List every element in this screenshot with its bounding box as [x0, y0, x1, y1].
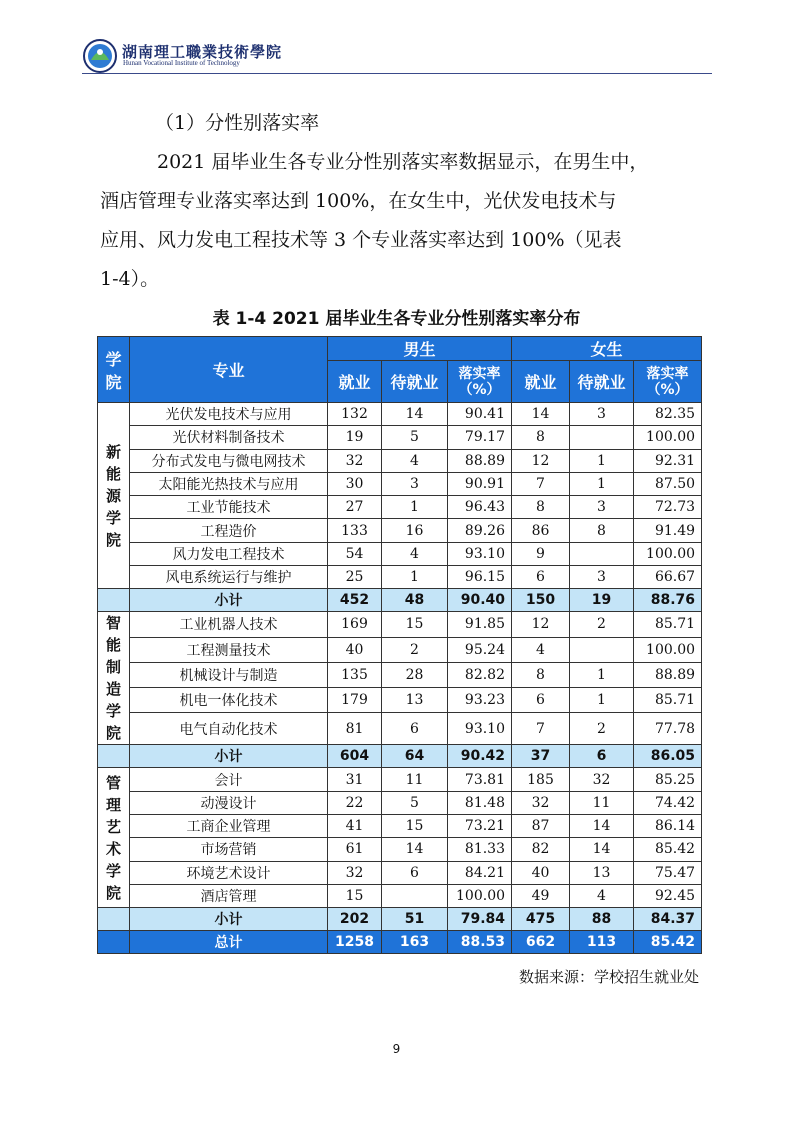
- male-employed-cell: 15: [328, 884, 382, 907]
- male-waiting-cell: 15: [382, 814, 448, 837]
- college-header: 学 院: [98, 337, 130, 403]
- major-cell: 环境艺术设计: [130, 861, 328, 884]
- male-employed-cell: 40: [328, 637, 382, 662]
- male-rate-cell: 100.00: [448, 884, 512, 907]
- major-cell: 小计: [130, 745, 328, 768]
- male-employed-cell: 81: [328, 712, 382, 744]
- female-rate-cell: 87.50: [634, 472, 702, 495]
- employment-rate-table: [97, 336, 702, 954]
- table-row: [98, 712, 702, 744]
- male-employed-header: 就业: [328, 361, 382, 403]
- male-waiting-cell: 11: [382, 768, 448, 791]
- male-employed-cell: 135: [328, 662, 382, 687]
- male-employed-cell: 22: [328, 791, 382, 814]
- female-waiting-cell: 3: [570, 403, 634, 426]
- male-waiting-header: 待就业: [382, 361, 448, 403]
- major-cell: 小计: [130, 589, 328, 612]
- table-row: [98, 403, 702, 426]
- female-header: 女生: [512, 337, 702, 361]
- female-waiting-cell: 6: [570, 745, 634, 768]
- female-waiting-cell: 2: [570, 712, 634, 744]
- female-employed-cell: 6: [512, 687, 570, 712]
- female-waiting-cell: 14: [570, 838, 634, 861]
- male-rate-cell: 96.43: [448, 496, 512, 519]
- female-rate-cell: 75.47: [634, 861, 702, 884]
- female-waiting-cell: 3: [570, 496, 634, 519]
- female-rate-cell: 85.42: [634, 838, 702, 861]
- table-row: [98, 637, 702, 662]
- female-waiting-cell: 8: [570, 519, 634, 542]
- table-row: [98, 612, 702, 637]
- female-employed-cell: 9: [512, 542, 570, 565]
- male-employed-cell: 169: [328, 612, 382, 637]
- male-waiting-cell: 16: [382, 519, 448, 542]
- male-employed-cell: 30: [328, 472, 382, 495]
- college-name-cell: 智 能 制 造 学 院: [98, 612, 130, 745]
- male-waiting-cell: 2: [382, 637, 448, 662]
- female-waiting-cell: 14: [570, 814, 634, 837]
- major-cell: 工商企业管理: [130, 814, 328, 837]
- table-row: [98, 426, 702, 449]
- page-header: [82, 38, 712, 78]
- table-row: [98, 768, 702, 791]
- female-employed-cell: 32: [512, 791, 570, 814]
- female-waiting-cell: 1: [570, 449, 634, 472]
- table-row: [98, 542, 702, 565]
- female-employed-cell: 8: [512, 496, 570, 519]
- section-heading: （1）分性别落实率: [155, 112, 320, 134]
- female-rate-cell: 100.00: [634, 542, 702, 565]
- male-rate-cell: 84.21: [448, 861, 512, 884]
- school-name: 湖南理工職業技術學院: [122, 43, 283, 61]
- female-employed-header: 就业: [512, 361, 570, 403]
- female-rate-cell: 74.42: [634, 791, 702, 814]
- table-row: [98, 838, 702, 861]
- subtotal-college-cell: [98, 908, 130, 931]
- table-row: [98, 449, 702, 472]
- female-employed-cell: 86: [512, 519, 570, 542]
- major-cell: 机械设计与制造: [130, 662, 328, 687]
- female-waiting-cell: 1: [570, 687, 634, 712]
- table-row: [98, 472, 702, 495]
- male-rate-cell: 73.81: [448, 768, 512, 791]
- paragraph-line: 1-4）。: [100, 268, 160, 290]
- male-rate-cell: 79.17: [448, 426, 512, 449]
- table-row: [98, 884, 702, 907]
- body-paragraph: [100, 143, 700, 299]
- female-rate-cell: 84.37: [634, 908, 702, 931]
- female-employed-cell: 7: [512, 472, 570, 495]
- total-college-cell: [98, 931, 130, 954]
- female-waiting-cell: 1: [570, 472, 634, 495]
- male-rate-header: 落实率 （%）: [448, 361, 512, 403]
- male-rate-cell: 93.10: [448, 542, 512, 565]
- female-rate-cell: 85.25: [634, 768, 702, 791]
- male-employed-cell: 179: [328, 687, 382, 712]
- college-name-cell: 新 能 源 学 院: [98, 403, 130, 589]
- major-cell: 机电一体化技术: [130, 687, 328, 712]
- male-employed-cell: 133: [328, 519, 382, 542]
- female-employed-cell: 662: [512, 931, 570, 954]
- female-waiting-cell: 3: [570, 566, 634, 589]
- table-caption: 表 1-4 2021 届毕业生各专业分性别落实率分布: [212, 309, 581, 329]
- major-cell: 电气自动化技术: [130, 712, 328, 744]
- male-rate-cell: 95.24: [448, 637, 512, 662]
- male-rate-cell: 91.85: [448, 612, 512, 637]
- major-cell: 动漫设计: [130, 791, 328, 814]
- female-rate-cell: 85.71: [634, 687, 702, 712]
- female-employed-cell: 185: [512, 768, 570, 791]
- female-rate-cell: 85.71: [634, 612, 702, 637]
- male-rate-cell: 88.53: [448, 931, 512, 954]
- male-waiting-cell: 48: [382, 589, 448, 612]
- female-waiting-cell: 4: [570, 884, 634, 907]
- subtotal-row: [98, 908, 702, 931]
- male-employed-cell: 31: [328, 768, 382, 791]
- male-waiting-cell: 6: [382, 861, 448, 884]
- female-waiting-cell: [570, 542, 634, 565]
- paragraph-line: 应用、风力发电工程技术等 3 个专业落实率达到 100%（见表: [100, 229, 622, 251]
- major-cell: 酒店管理: [130, 884, 328, 907]
- female-employed-cell: 8: [512, 662, 570, 687]
- female-rate-cell: 88.76: [634, 589, 702, 612]
- female-rate-cell: 100.00: [634, 426, 702, 449]
- female-employed-cell: 8: [512, 426, 570, 449]
- female-waiting-header: 待就业: [570, 361, 634, 403]
- male-rate-cell: 88.89: [448, 449, 512, 472]
- total-row: [98, 931, 702, 954]
- college-name-cell: 管 理 艺 术 学 院: [98, 768, 130, 908]
- major-cell: 工业节能技术: [130, 496, 328, 519]
- table-row: [98, 687, 702, 712]
- subtotal-college-cell: [98, 745, 130, 768]
- major-cell: 市场营销: [130, 838, 328, 861]
- male-waiting-cell: 14: [382, 838, 448, 861]
- female-rate-header: 落实率 （%）: [634, 361, 702, 403]
- paragraph-line: 2021 届毕业生各专业分性别落实率数据显示，在男生中，: [157, 151, 649, 173]
- data-source-note: 数据来源：学校招生就业处: [518, 968, 699, 986]
- female-waiting-cell: [570, 637, 634, 662]
- male-rate-cell: 89.26: [448, 519, 512, 542]
- major-cell: 工程造价: [130, 519, 328, 542]
- major-cell: 风电系统运行与维护: [130, 566, 328, 589]
- male-employed-cell: 604: [328, 745, 382, 768]
- female-waiting-cell: 32: [570, 768, 634, 791]
- female-employed-cell: 40: [512, 861, 570, 884]
- male-employed-cell: 132: [328, 403, 382, 426]
- male-employed-cell: 19: [328, 426, 382, 449]
- female-rate-cell: 77.78: [634, 712, 702, 744]
- male-waiting-cell: 64: [382, 745, 448, 768]
- male-rate-cell: 90.41: [448, 403, 512, 426]
- male-waiting-cell: 5: [382, 426, 448, 449]
- male-waiting-cell: 51: [382, 908, 448, 931]
- female-waiting-cell: 11: [570, 791, 634, 814]
- female-rate-cell: 85.42: [634, 931, 702, 954]
- female-employed-cell: 4: [512, 637, 570, 662]
- male-waiting-cell: 1: [382, 566, 448, 589]
- paragraph-line: 酒店管理专业落实率达到 100%，在女生中，光伏发电技术与: [100, 190, 617, 212]
- subtotal-college-cell: [98, 589, 130, 612]
- female-rate-cell: 88.89: [634, 662, 702, 687]
- female-rate-cell: 72.73: [634, 496, 702, 519]
- male-employed-cell: 27: [328, 496, 382, 519]
- male-rate-cell: 90.42: [448, 745, 512, 768]
- male-employed-cell: 1258: [328, 931, 382, 954]
- major-cell: 小计: [130, 908, 328, 931]
- female-employed-cell: 475: [512, 908, 570, 931]
- female-rate-cell: 92.31: [634, 449, 702, 472]
- female-employed-cell: 14: [512, 403, 570, 426]
- male-employed-cell: 25: [328, 566, 382, 589]
- male-rate-cell: 81.48: [448, 791, 512, 814]
- major-cell: 工程测量技术: [130, 637, 328, 662]
- female-employed-cell: 7: [512, 712, 570, 744]
- table-row: [98, 662, 702, 687]
- male-rate-cell: 82.82: [448, 662, 512, 687]
- female-waiting-cell: 88: [570, 908, 634, 931]
- male-rate-cell: 81.33: [448, 838, 512, 861]
- male-waiting-cell: 15: [382, 612, 448, 637]
- male-waiting-cell: 13: [382, 687, 448, 712]
- subtotal-row: [98, 745, 702, 768]
- female-rate-cell: 100.00: [634, 637, 702, 662]
- female-waiting-cell: 1: [570, 662, 634, 687]
- female-employed-cell: 82: [512, 838, 570, 861]
- table-row: [98, 814, 702, 837]
- female-waiting-cell: [570, 426, 634, 449]
- major-cell: 总计: [130, 931, 328, 954]
- female-employed-cell: 12: [512, 612, 570, 637]
- male-waiting-cell: 28: [382, 662, 448, 687]
- page-number: 9: [392, 1042, 401, 1056]
- male-employed-cell: 452: [328, 589, 382, 612]
- school-name-en: Hunan Vocational Institute of Technology: [123, 59, 240, 67]
- male-waiting-cell: 6: [382, 712, 448, 744]
- header-divider: [82, 73, 712, 74]
- female-rate-cell: 82.35: [634, 403, 702, 426]
- female-waiting-cell: 2: [570, 612, 634, 637]
- female-rate-cell: 86.14: [634, 814, 702, 837]
- male-waiting-cell: 5: [382, 791, 448, 814]
- female-employed-cell: 37: [512, 745, 570, 768]
- male-rate-cell: 73.21: [448, 814, 512, 837]
- major-cell: 分布式发电与微电网技术: [130, 449, 328, 472]
- male-employed-cell: 41: [328, 814, 382, 837]
- table-row: [98, 519, 702, 542]
- major-cell: 风力发电工程技术: [130, 542, 328, 565]
- table-row: [98, 791, 702, 814]
- male-employed-cell: 32: [328, 449, 382, 472]
- male-employed-cell: 54: [328, 542, 382, 565]
- male-rate-cell: 90.91: [448, 472, 512, 495]
- male-waiting-cell: 14: [382, 403, 448, 426]
- major-cell: 会计: [130, 768, 328, 791]
- male-waiting-cell: [382, 884, 448, 907]
- female-rate-cell: 86.05: [634, 745, 702, 768]
- female-employed-cell: 49: [512, 884, 570, 907]
- female-waiting-cell: 113: [570, 931, 634, 954]
- female-waiting-cell: 13: [570, 861, 634, 884]
- female-rate-cell: 91.49: [634, 519, 702, 542]
- male-waiting-cell: 4: [382, 542, 448, 565]
- female-employed-cell: 150: [512, 589, 570, 612]
- table-row: [98, 566, 702, 589]
- male-header: 男生: [328, 337, 512, 361]
- male-waiting-cell: 1: [382, 496, 448, 519]
- male-employed-cell: 202: [328, 908, 382, 931]
- female-employed-cell: 12: [512, 449, 570, 472]
- male-rate-cell: 79.84: [448, 908, 512, 931]
- female-employed-cell: 6: [512, 566, 570, 589]
- school-logo-icon: [82, 38, 118, 74]
- major-cell: 工业机器人技术: [130, 612, 328, 637]
- female-rate-cell: 66.67: [634, 566, 702, 589]
- major-cell: 光伏发电技术与应用: [130, 403, 328, 426]
- male-rate-cell: 90.40: [448, 589, 512, 612]
- major-header: 专业: [130, 337, 328, 403]
- female-employed-cell: 87: [512, 814, 570, 837]
- male-waiting-cell: 163: [382, 931, 448, 954]
- subtotal-row: [98, 589, 702, 612]
- table-row: [98, 496, 702, 519]
- male-waiting-cell: 4: [382, 449, 448, 472]
- female-rate-cell: 92.45: [634, 884, 702, 907]
- male-employed-cell: 32: [328, 861, 382, 884]
- male-rate-cell: 96.15: [448, 566, 512, 589]
- male-waiting-cell: 3: [382, 472, 448, 495]
- male-rate-cell: 93.10: [448, 712, 512, 744]
- major-cell: 太阳能光热技术与应用: [130, 472, 328, 495]
- female-waiting-cell: 19: [570, 589, 634, 612]
- major-cell: 光伏材料制备技术: [130, 426, 328, 449]
- table-row: [98, 861, 702, 884]
- male-rate-cell: 93.23: [448, 687, 512, 712]
- male-employed-cell: 61: [328, 838, 382, 861]
